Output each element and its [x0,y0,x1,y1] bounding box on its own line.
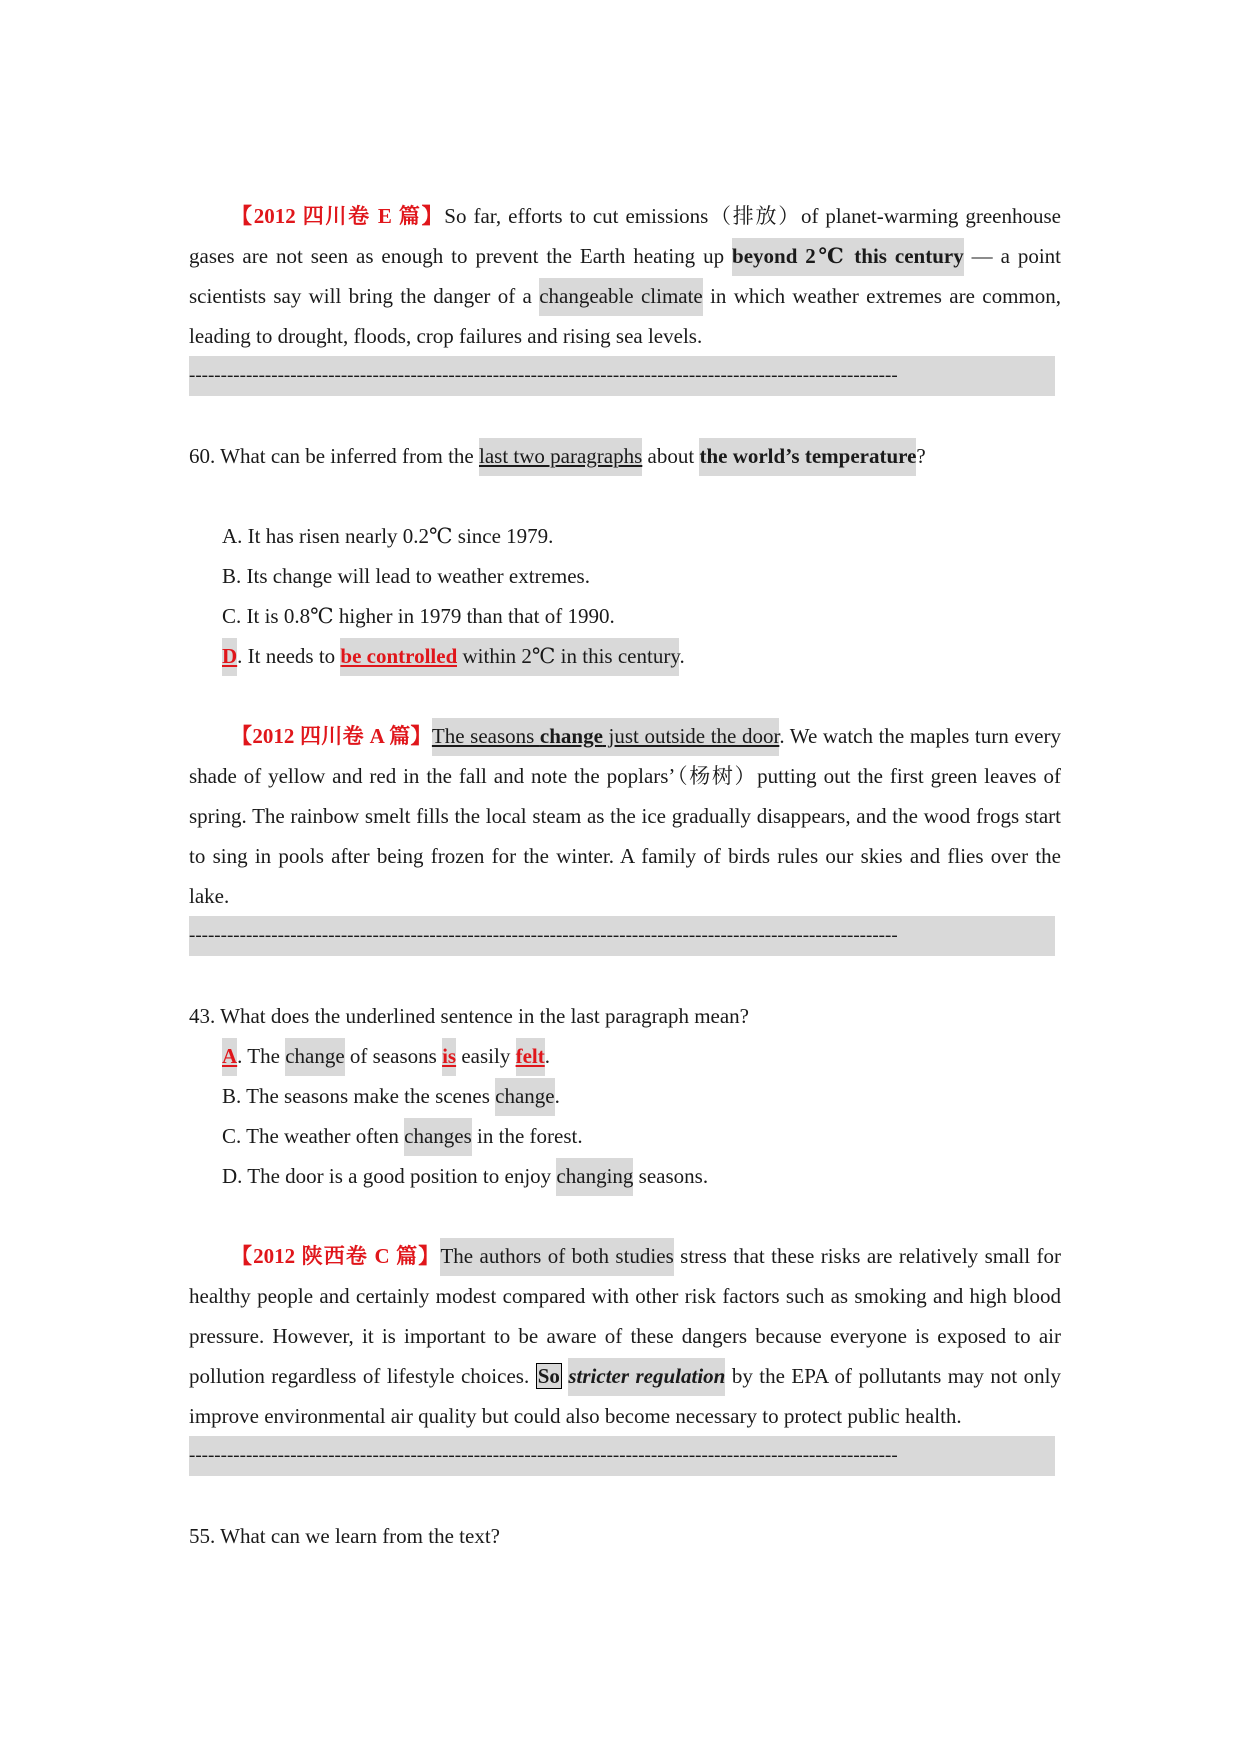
option-text: easily [456,1044,516,1068]
highlight-phrase: beyond 2℃ this century [732,238,964,276]
separator-line: ---------------------------------------------------------------------------------------------------------------- [189,916,1055,956]
question-text: about [642,444,700,468]
option-c [222,1116,1061,1156]
underlined-text: just outside the door [602,724,780,748]
answer-letter: A [222,1038,237,1076]
question-60 [189,436,1061,476]
highlight-phrase: changeable climate [539,278,703,316]
question-text: ? [916,444,926,468]
option-text: . [554,1084,560,1108]
option-d [222,636,1061,676]
option-text: seasons. [633,1164,709,1188]
option-text: of seasons [344,1044,443,1068]
boxed-word: So [537,1364,560,1388]
passage-text: . We watch the maples turn every shade of yellow and red in the fall and note the poplars’（杨树）putting out the first green leaves of spring. The rainbow smelt fills the local steam as the ice gradually disappears, and the wood frogs start to sing in pools after being frozen for the winter. A family of birds rules our skies and flies over the lake. [189,724,1061,908]
option-text: . [679,644,685,668]
separator-line: ---------------------------------------------------------------------------------------------------------------- [189,356,1055,396]
highlight-phrase: felt [516,1038,545,1076]
passage-tag: 【2012 四川卷 E 篇】 [231,204,445,228]
passage-text: So far, efforts to cut emissions（排放）of planet-warming greenhouse gases are not seen as enough to prevent the Earth heating up [189,204,1061,268]
highlight-phrase: stricter regulation [568,1358,725,1396]
highlight-phrase: The authors of both studies [440,1238,673,1276]
highlight-phrase: change [495,1078,554,1116]
option-b: B. Its change will lead to weather extremes. [222,564,590,588]
option-text: . The [237,1044,286,1068]
document-page [189,196,1061,1556]
underlined-sentence [432,718,779,756]
highlight-phrase: changes [404,1118,472,1156]
question-43: 43. What does the underlined sentence in the last paragraph mean? [189,1004,749,1028]
passage-text: — a point scientists say will bring the danger of a [189,244,1061,308]
option-d [222,1156,1061,1196]
option-text: . It needs to [237,644,341,668]
passage-text: stress that these risks are relatively small for healthy people and certainly modest compared with other risk factors such as smoking and high blood pressure. However, it is important to be aware of these dangers because everyone is exposed to air pollution regardless of lifestyle choices. [189,1244,1061,1388]
passage-e [189,196,1061,356]
highlight-phrase: be controlled [340,638,457,676]
option-text: . [544,1044,550,1068]
highlight-phrase: changing [556,1158,633,1196]
option-c: C. It is 0.8℃ higher in 1979 than that of 1990. [222,604,615,628]
highlight-phrase: within 2℃ in this century [457,638,679,676]
highlight-phrase: the world’s temperature [699,438,916,476]
highlight-phrase: change [285,1038,344,1076]
separator-line: ---------------------------------------------------------------------------------------------------------------- [189,1436,1055,1476]
question-text: 60. What can be inferred from the [189,444,479,468]
passage-text: by the EPA of pollutants may not only improve environmental air quality but could also become necessary to protect public health. [189,1364,1062,1428]
option-text: D. The door is a good position to enjoy [222,1164,557,1188]
highlight-phrase: is [442,1038,456,1076]
option-text: B. The seasons make the scenes [222,1084,496,1108]
option-b [222,1076,1061,1116]
option-text: C. The weather often [222,1124,405,1148]
passage-tag: 【2012 陕西卷 C 篇】 [231,1244,441,1268]
option-a [222,1036,1061,1076]
question-60-options [189,516,1061,676]
passage-text: in which weather extremes are common, leading to drought, floods, crop failures and rising sea levels. [189,284,1061,348]
question-55: 55. What can we learn from the text? [189,1524,500,1548]
highlight-phrase: last two paragraphs [479,438,642,476]
passage-c [189,1236,1061,1436]
underlined-text: The seasons [431,724,540,748]
question-43-options [189,1036,1061,1196]
passage-tag: 【2012 四川卷 A 篇】 [231,724,432,748]
underlined-text: change [539,724,603,748]
passage-a [189,716,1061,916]
option-text: in the forest. [471,1124,583,1148]
option-a: A. It has risen nearly 0.2℃ since 1979. [222,524,554,548]
answer-letter: D [222,638,237,676]
